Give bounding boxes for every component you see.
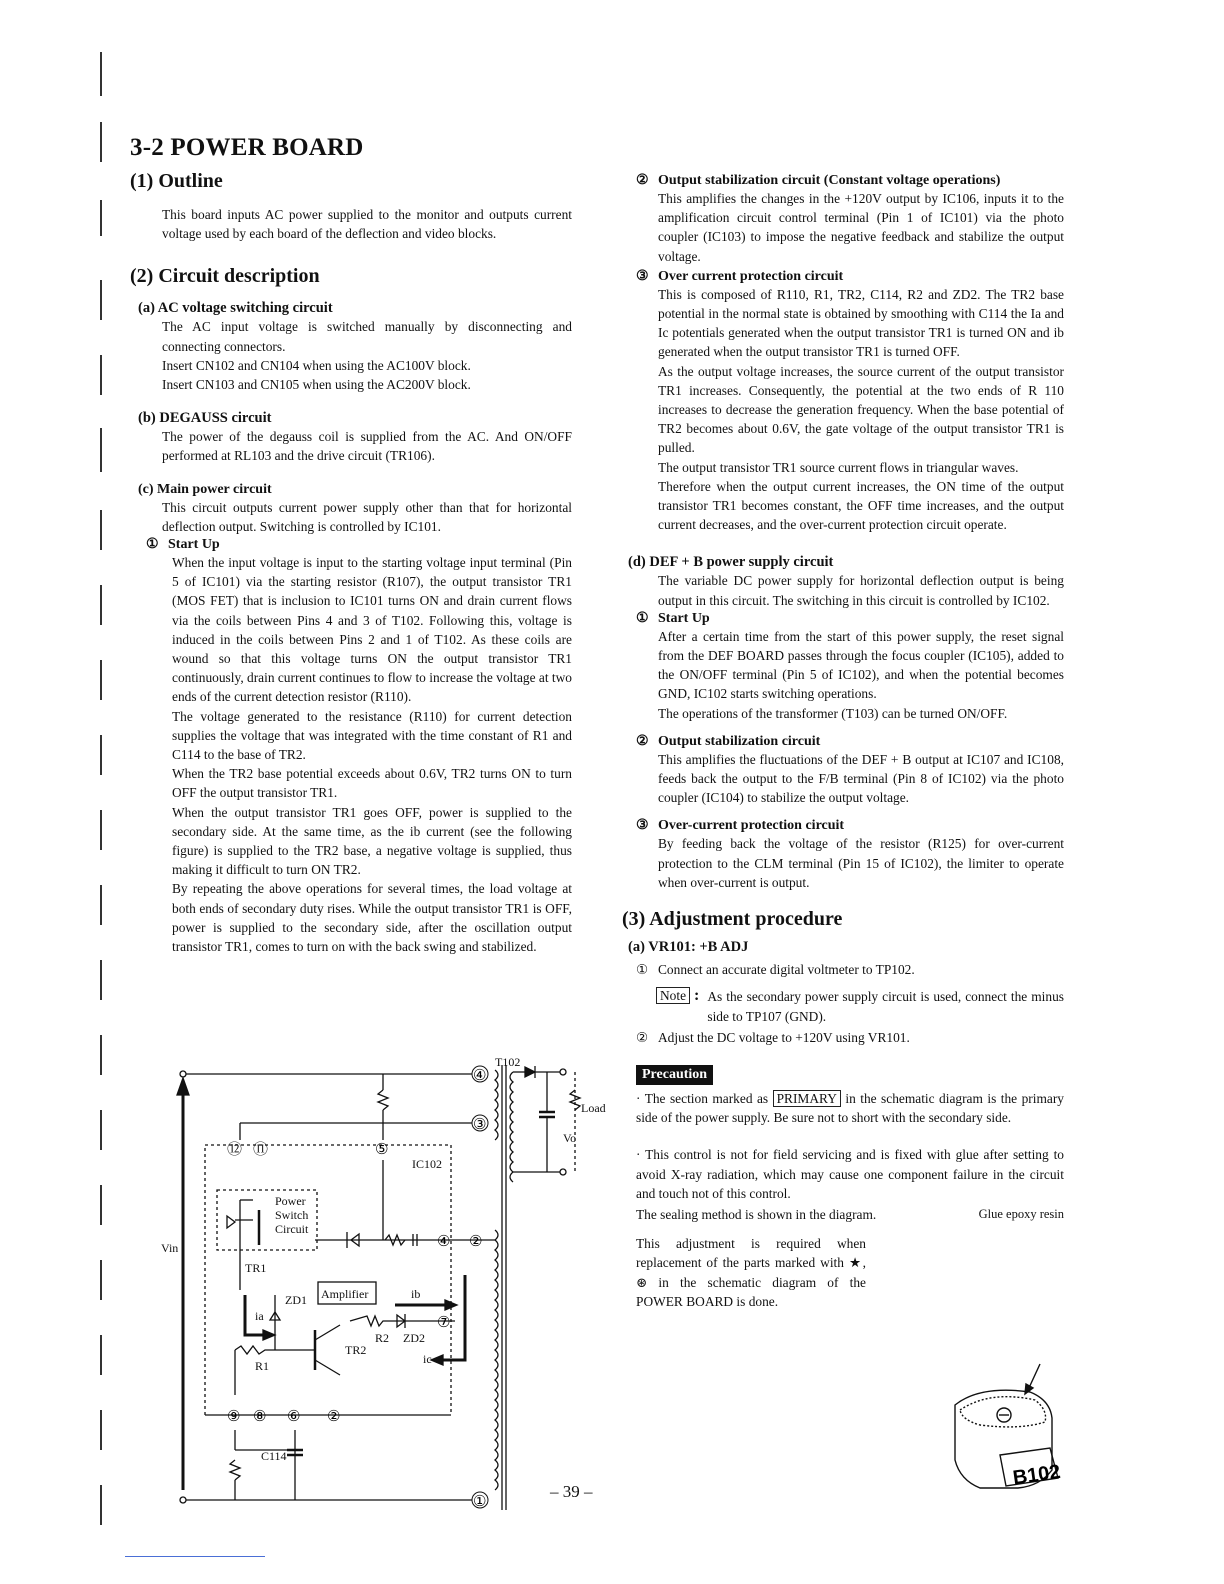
pin-7: ⑦ (437, 1313, 451, 1331)
circuit-heading: (2) Circuit description (130, 265, 320, 288)
overcurrent-paragraph: Therefore when the output current increases, the ON time of the output transistor TR1 becomes constant, the OFF time increases, and the output current decreases, and the over-current protection circuit operate. (658, 478, 1064, 533)
margin-mark (100, 585, 102, 625)
pin-5: ⑤ (375, 1140, 389, 1158)
margin-mark (100, 52, 102, 96)
ib-label: ib (411, 1287, 421, 1301)
margin-mark (100, 960, 102, 1000)
replacement-text: This adjustment is required when replacement of the parts marked with ★, ⊛ in the schematic diagram of the POWER BOARD is done. (636, 1236, 866, 1309)
precaution-item-1-post: in the schematic diagram is the primary side of the power supply. Be sure not to short with the secondary side. (636, 1090, 1064, 1126)
primary-box: PRIMARY (773, 1090, 841, 1107)
note-label: Note (656, 987, 690, 1004)
pin-4: ④ (437, 1232, 451, 1250)
degauss-text: The power of the degauss coil is supplied from the AC. And ON/OFF performed at RL103 and the drive circuit (TR106). (162, 429, 572, 464)
main-power-heading: (c) Main power circuit (138, 481, 272, 497)
margin-mark (100, 1185, 102, 1225)
def-b-text: The variable DC power supply for horizontal deflection output is being output in this circuit. The switching in this circuit is controlled by IC102. (658, 573, 1064, 608)
precaution-item-1: · The section marked as PRIMARY in the schematic diagram is the primary side of the power supply. Be sure not to short with the secondary side. (636, 1090, 1064, 1126)
b102-label: B102 (1011, 1460, 1062, 1490)
precaution-item-2: · This control is not for field servicing and is fixed with glue after setting to avoid X-ray radiation, which may cause one component failure in the circuit and touch not of this control. (636, 1147, 1064, 1201)
adjustment-heading: (3) Adjustment procedure (622, 908, 843, 931)
footer-rule (125, 1556, 265, 1557)
margin-mark (100, 122, 102, 162)
def-overcurrent-heading: ③ Over-current protection circuit (636, 818, 845, 834)
startup-heading-label: Start Up (168, 537, 220, 553)
output-stab-text: This amplifies the changes in the +120V output by IC106, inputs it to the amplification circuit control terminal (Pin 1 of IC101) via the photo coupler (IC103) to impose the negative feedback and stabilize the output voltage. (658, 191, 1064, 264)
margin-mark (100, 1035, 102, 1075)
def-b-heading: (d) DEF + B power supply circuit (628, 554, 834, 571)
page-number: – 39 – (550, 1482, 593, 1501)
main-power-text: This circuit outputs current power supply other than that for horizontal deflection output. Switching is controlled by IC101. (162, 499, 572, 534)
def-output-stab-heading-label: Output stabilization circuit (658, 733, 821, 749)
def-startup-heading: ① Start Up (636, 610, 710, 626)
tr1-label: TR1 (245, 1261, 267, 1275)
output-stab-heading: ② Output stabilization circuit (Constant voltage operations) (636, 173, 1001, 188)
outline-text: This board inputs AC power supplied to the monitor and outputs current voltage used by each board of the deflection and video blocks. (162, 207, 572, 242)
power-circuit-diagram (155, 1050, 625, 1510)
margin-mark (100, 355, 102, 395)
ac-switch-line: Insert CN102 and CN104 when using the AC100V block. (162, 357, 471, 373)
precaution-label: Precaution (636, 1065, 713, 1085)
zd1-label: ZD1 (285, 1293, 307, 1307)
def-startup-paragraph: After a certain time from the start of this power supply, the reset signal from the DEF BOARD passes through the focus coupler (IC105), added to the ON/OFF terminal (Pin 5 of IC102), and when the potential becomes GND, IC102 starts switching operations. (658, 628, 1064, 702)
overcurrent-heading-label: Over current protection circuit (658, 268, 844, 284)
margin-mark (100, 1485, 102, 1525)
margin-mark (100, 735, 102, 775)
margin-mark (100, 1335, 102, 1375)
glue-epoxy-illustration (940, 1360, 1070, 1500)
pin-2: ② (469, 1232, 483, 1250)
amplifier-label: Amplifier (321, 1287, 369, 1301)
overcurrent-paragraph: As the output voltage increases, the source current of the output transistor TR1 increases. Consequently, the potential at the two ends of R 110 increases to decrease the generation frequency. When the base potential of TR2 becomes about 0.6V, the gate voltage of the output transistor TR1 is pulled. (658, 363, 1064, 456)
pin-2-bottom: ② (327, 1407, 341, 1425)
note-text: As the secondary power supply circuit is used, connect the minus side to TP107 (GND). (707, 989, 1064, 1024)
def-overcurrent-text: By feeding back the voltage of the resistor (R125) for over-current protection to the CLM terminal (Pin 15 of IC102), the limiter to operate when over-current is output. (658, 836, 1064, 890)
def-overcurrent-heading-label: Over-current protection circuit (658, 818, 845, 834)
def-output-stab-text: This amplifies the fluctuations of the DEF + B output at IC107 and IC108, feeds back the output to the F/B terminal (Pin 8 of IC102) via the photo coupler (IC104) to stabilize the output voltage. (658, 751, 1064, 806)
output-stab-heading-label: Output stabilization circuit (Constant voltage operations) (658, 173, 1001, 188)
r2-label: R2 (375, 1331, 390, 1345)
ia-label: ia (255, 1309, 264, 1323)
startup-paragraph: When the TR2 base potential exceeds about 0.6V, TR2 turns ON to turn OFF the output transistor TR1. (172, 766, 572, 801)
pin-12: ⑫ (227, 1140, 243, 1158)
startup-paragraph: When the input voltage is input to the starting voltage input terminal (Pin 5 of IC101) via the starting resistor (R107), the output transistor TR1 (MOS FET) that is inclusion to IC101 turns ON and drain current flows via the coils between Pins 4 and 3 of T102. Following this, voltage is induced in the coils between Pins 2 and 1 of T102. As these coils are wound so that this voltage turns ON the output transistor TR1 continuously, drain current continues to flow to increase the voltage at two ends of the current detection resistor (R110). (172, 555, 572, 705)
ac-switch-line: Insert CN103 and CN105 when using the AC200V block. (162, 377, 471, 393)
sealing-text: The sealing method is shown in the diagram. (636, 1206, 877, 1222)
tr2-label: TR2 (345, 1343, 367, 1357)
margin-mark (100, 1410, 102, 1450)
r1-label: R1 (255, 1359, 270, 1373)
ac-switch-line: The AC input voltage is switched manually by disconnecting and connecting connectors. (162, 319, 572, 354)
pin-6: ⑥ (287, 1407, 301, 1425)
startup-paragraph: The voltage generated to the resistance (R110) for current detection supplies the voltage that was integrated with the time constant of R1 and C114 to the base of TR2. (172, 708, 572, 763)
right-column (622, 172, 1064, 1311)
def-output-stab-heading: ② Output stabilization circuit (636, 733, 821, 749)
startup-heading: ① Start Up (146, 537, 220, 553)
overcurrent-paragraph: The output transistor TR1 source current flows in triangular waves. (658, 459, 1019, 475)
overcurrent-heading: ③ Over current protection circuit (636, 268, 844, 284)
margin-mark (100, 660, 102, 700)
vo-label: Vo (563, 1131, 577, 1145)
margin-mark (100, 200, 102, 236)
glue-label: Glue epoxy resin (978, 1206, 1064, 1221)
power-switch-label: Power (275, 1194, 306, 1208)
left-column (130, 170, 572, 956)
vin-label: Vin (161, 1241, 179, 1255)
adjust-step-2: ② Adjust the DC voltage to +120V using VR101. (636, 1029, 910, 1045)
ac-switch-body (162, 317, 572, 394)
margin-mark (100, 280, 102, 320)
load-label: Load (581, 1101, 606, 1115)
vr101-heading: (a) VR101: +B ADJ (628, 939, 749, 956)
precaution-item-2-text: This control is not for field servicing and is fixed with glue after setting to avoid X-ray radiation, which may cause one component failure in the circuit and touch not of this control. (636, 1147, 1064, 1201)
pin-4-top: ④ (473, 1066, 487, 1084)
overcurrent-body (658, 285, 1064, 535)
ic-label: ic (423, 1352, 432, 1366)
pin-11: ⑪ (253, 1140, 269, 1158)
overcurrent-paragraph: This is composed of R110, R1, TR2, C114, R2 and ZD2. The TR2 base potential in the normal state is obtained by smoothing with C114 the Ia and Ic potentials generated when the output transistor TR1 is turned ON and ib generated when the output transistor TR1 is turned OFF. (658, 286, 1064, 360)
pin-3: ③ (473, 1115, 487, 1133)
adjust-step-2-text: Adjust the DC voltage to +120V using VR101. (658, 1029, 910, 1045)
precaution-item-1-pre: The section marked as (644, 1090, 769, 1106)
ic102-label: IC102 (412, 1157, 442, 1171)
margin-mark (100, 428, 102, 472)
margin-mark (100, 885, 102, 925)
startup-paragraph: By repeating the above operations for several times, the load voltage at both ends of secondary duty rises. While the output transistor TR1 is OFF, power is supplied to the secondary side, after the oscillation output transistor TR1, comes to turn on with the back swing and stabilized. (172, 881, 572, 955)
power-switch-label: Switch (275, 1208, 309, 1222)
t102-label: T102 (495, 1055, 521, 1069)
startup-paragraph: When the output transistor TR1 goes OFF, power is supplied to the secondary side. At the same time, as the ib current (see the following figure) is supplied to the TR2 base, a negative voltage is supplied, thus making it difficult to turn ON TR2. (172, 804, 572, 878)
def-startup-heading-label: Start Up (658, 610, 710, 626)
margin-mark (100, 510, 102, 550)
page-title: 3-2 POWER BOARD (130, 134, 364, 161)
margin-mark (100, 1260, 102, 1300)
adjust-note (656, 987, 1064, 1025)
margin-mark (100, 810, 102, 850)
ac-switch-heading: (a) AC voltage switching circuit (138, 300, 333, 317)
degauss-heading: (b) DEGAUSS circuit (138, 410, 272, 427)
adjust-step-1: ① Connect an accurate digital voltmeter to TP102. (636, 962, 915, 978)
c114-label: C114 (261, 1449, 287, 1463)
def-startup-body (658, 627, 1064, 723)
adjust-step-1-text: Connect an accurate digital voltmeter to TP102. (658, 962, 915, 978)
pin-9: ⑨ (227, 1407, 241, 1425)
outline-heading: (1) Outline (130, 170, 223, 192)
pin-8: ⑧ (253, 1407, 267, 1425)
note-label-wrap: Note : (656, 987, 707, 1025)
sealing-row (636, 1205, 1064, 1224)
startup-body (172, 553, 572, 956)
terminal-bottom (180, 1497, 186, 1503)
pin-1: ① (473, 1492, 487, 1510)
power-switch-label: Circuit (275, 1222, 309, 1236)
zd2-label: ZD2 (403, 1331, 425, 1345)
def-startup-paragraph: The operations of the transformer (T103) can be turned ON/OFF. (658, 705, 1008, 721)
margin-mark (100, 1110, 102, 1150)
precaution-section (636, 1065, 1064, 1311)
